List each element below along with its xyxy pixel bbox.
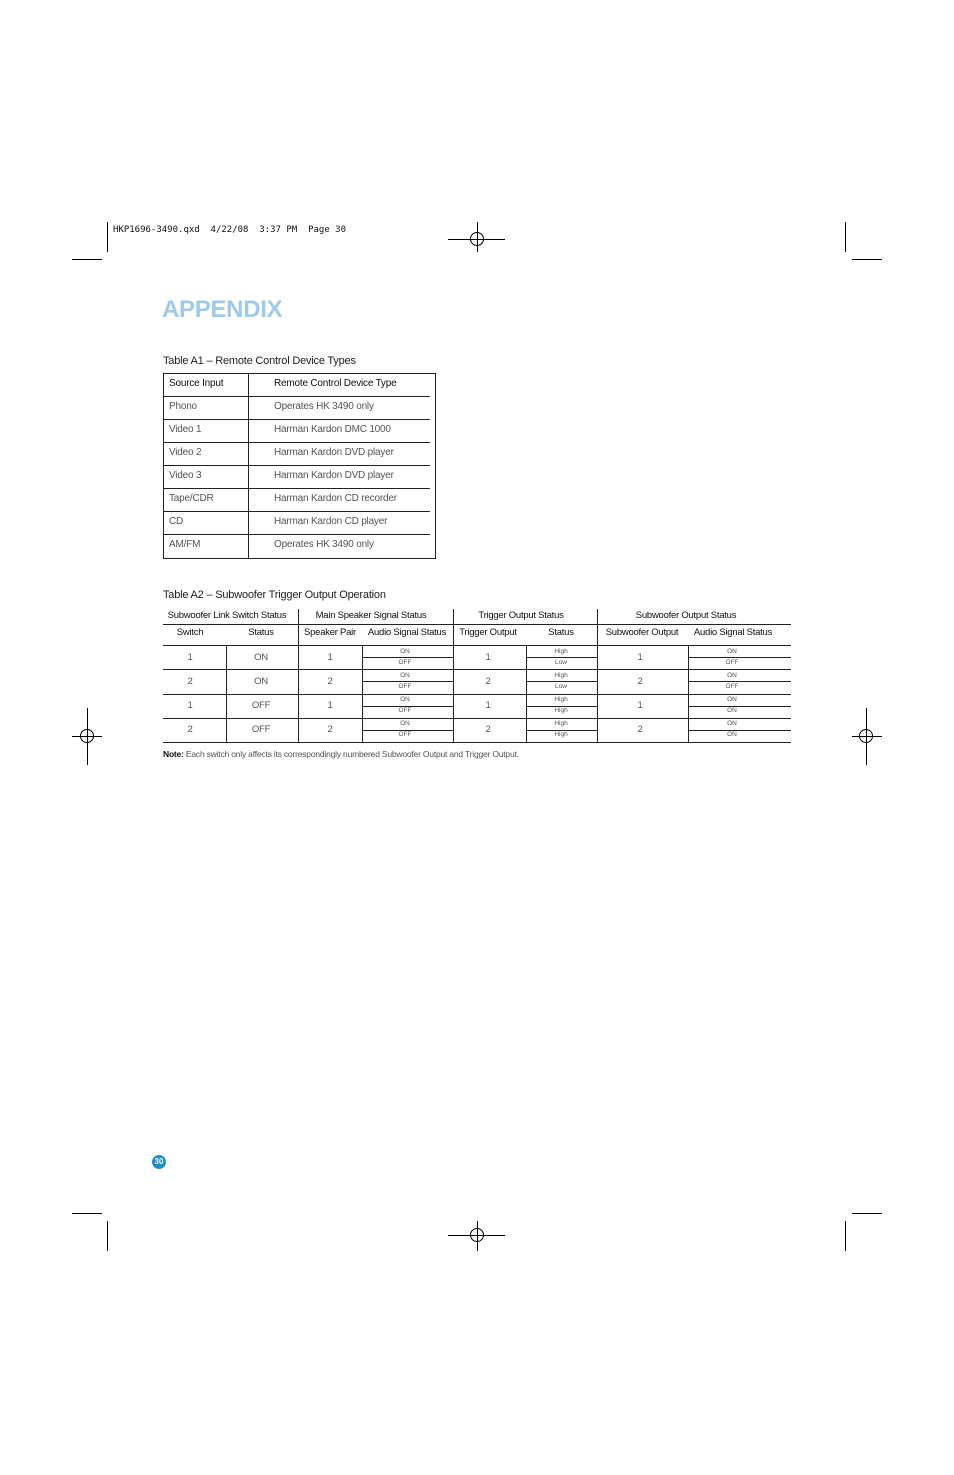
table-header-cell: Switch: [176, 627, 204, 638]
table-cell: ON: [727, 672, 737, 679]
table-group-header: Main Speaker Signal Status: [315, 610, 427, 621]
page-title: APPENDIX: [162, 296, 283, 323]
table-cell: Video 3: [169, 470, 202, 481]
table-group-header: Subwoofer Output Status: [635, 610, 737, 621]
table-a2: [163, 609, 791, 743]
table-header-cell: Source Input: [169, 378, 224, 389]
table-cell: 1: [637, 700, 643, 711]
table-cell: Harman Kardon DVD player: [274, 470, 394, 481]
table-cell: Low: [555, 683, 567, 690]
table-cell: ON: [400, 648, 410, 655]
table-cell: OFF: [725, 659, 739, 666]
table-header-cell: Audio Signal Status: [693, 627, 773, 638]
table-cell: Video 1: [169, 424, 202, 435]
table-header-cell: Speaker Pair: [304, 627, 356, 638]
table-cell: OFF: [725, 683, 739, 690]
table-cell: 2: [485, 676, 491, 687]
table-cell: 2: [637, 724, 643, 735]
table-cell: 1: [187, 652, 193, 663]
table-cell: ON: [727, 720, 737, 727]
table-row: [164, 374, 430, 397]
table-row: [164, 489, 430, 512]
table-header-cell: Trigger Output: [459, 627, 517, 638]
print-slug: HKP1696-3490.qxd 4/22/08 3:37 PM Page 30: [113, 225, 346, 235]
table-cell: ON: [400, 720, 410, 727]
table-note: [163, 749, 519, 759]
table-cell: High: [554, 707, 568, 714]
table-row: [164, 466, 430, 489]
table-cell: 2: [327, 724, 333, 735]
table-cell: High: [554, 731, 568, 738]
table-row: [164, 535, 430, 558]
note-text: Each switch only affects its correspondingly numbered Subwoofer Output and Trigger Output.: [183, 749, 519, 759]
table-cell: 1: [327, 700, 333, 711]
table-cell: 1: [637, 652, 643, 663]
table-cell: ON: [727, 696, 737, 703]
table-group-header: Trigger Output Status: [478, 610, 564, 621]
table-header-cell: Status: [548, 627, 574, 638]
table-cell: Operates HK 3490 only: [274, 401, 374, 412]
table-cell: ON: [254, 652, 268, 663]
table-cell: 2: [187, 676, 193, 687]
table-cell: Harman Kardon CD player: [274, 516, 388, 527]
table-cell: Operates HK 3490 only: [274, 539, 374, 550]
table-cell: Harman Kardon DVD player: [274, 447, 394, 458]
table-cell: 1: [327, 652, 333, 663]
table-a1: [163, 373, 436, 559]
page-number-badge: 30: [152, 1155, 166, 1169]
table-cell: ON: [727, 707, 737, 714]
table-cell: Harman Kardon DMC 1000: [274, 424, 391, 435]
table-cell: Tape/CDR: [169, 493, 214, 504]
table-cell: 2: [187, 724, 193, 735]
table-row: [164, 420, 430, 443]
table-cell: 2: [637, 676, 643, 687]
table-cell: High: [554, 696, 568, 703]
table-group-header: Subwoofer Link Switch Status: [167, 610, 287, 621]
table-row: [164, 443, 430, 466]
note-label: Note:: [163, 749, 184, 759]
table-cell: ON: [400, 672, 410, 679]
table-cell: 1: [485, 652, 491, 663]
table-a1-caption: Table A1 – Remote Control Device Types: [163, 355, 356, 367]
table-row: [164, 397, 430, 420]
table-header-cell: Audio Signal Status: [367, 627, 447, 638]
table-cell: OFF: [398, 683, 412, 690]
table-cell: OFF: [251, 724, 271, 735]
table-cell: OFF: [398, 731, 412, 738]
table-cell: ON: [727, 648, 737, 655]
table-cell: High: [554, 648, 568, 655]
table-cell: OFF: [398, 707, 412, 714]
table-row: [164, 512, 430, 535]
table-header-cell: Remote Control Device Type: [274, 378, 397, 389]
table-cell: 2: [485, 724, 491, 735]
table-a2-caption: Table A2 – Subwoofer Trigger Output Operation: [163, 589, 386, 601]
table-header-cell: Status: [248, 627, 274, 638]
table-cell: ON: [254, 676, 268, 687]
table-cell: OFF: [251, 700, 271, 711]
table-header-cell: Subwoofer Output: [605, 627, 679, 638]
table-cell: Harman Kardon CD recorder: [274, 493, 397, 504]
table-cell: 1: [485, 700, 491, 711]
table-cell: Video 2: [169, 447, 202, 458]
table-cell: CD: [169, 516, 184, 527]
table-cell: High: [554, 720, 568, 727]
table-cell: Low: [555, 659, 567, 666]
table-cell: ON: [727, 731, 737, 738]
table-cell: High: [554, 672, 568, 679]
table-cell: ON: [400, 696, 410, 703]
table-cell: AM/FM: [169, 539, 201, 550]
table-cell: Phono: [169, 401, 197, 412]
table-cell: 1: [187, 700, 193, 711]
table-cell: 2: [327, 676, 333, 687]
table-cell: OFF: [398, 659, 412, 666]
